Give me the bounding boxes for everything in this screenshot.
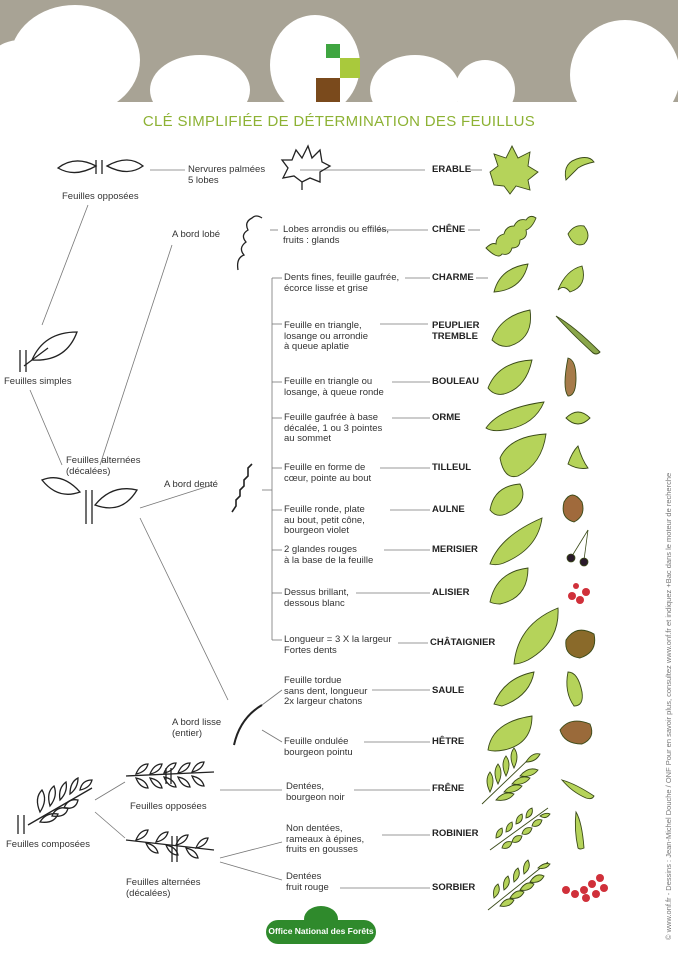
page-title: CLÉ SIMPLIFIÉE DE DÉTERMINATION DES FEUILLUS [142,113,536,130]
robinier-leaf-icon [490,808,550,850]
species-tilleul: TILLEUL [432,462,472,473]
merisier-leaf-icon [490,518,542,565]
alisier-berries-icon [568,583,590,604]
desc-charme: Dents fines, feuille gaufrée, écorce lisse et grise [284,272,400,294]
species-charme: CHARME [432,272,474,283]
desc-bouleau: Feuille en triangle ou losange, à queue ronde [284,376,384,398]
species-sorbier: SORBIER [432,882,476,893]
lobed-edge-icon [238,216,262,270]
label-a-bord-lisse: A bord lisse (entier) [172,717,222,739]
desc-alisier: Dessus brillant, dessous blanc [284,587,349,609]
chataignier-fruit-icon [566,630,595,658]
species-chene: CHÊNE [432,224,466,235]
aulne-cone-icon [563,495,583,522]
leaf-illustrations [482,146,600,910]
desc-erable: Nervures palmées 5 lobes [188,164,266,186]
bouleau-leaf-icon [488,360,532,394]
desc-robinier: Non dentées, rameaux à épines, fruits en gousses [286,823,365,855]
desc-chataignier: Longueur = 3 X la largeur Fortes dents [284,634,392,656]
onf-logo [266,906,376,946]
orme-leaf-icon [486,402,544,431]
alternate-leaves-icon [42,478,137,524]
berry-illustrations [562,530,608,902]
saule-leaf-icon [494,672,534,706]
species-chataignier: CHÂTAIGNIER [430,637,496,648]
hetre-fruit-icon [560,721,592,744]
erable-leaf-icon [490,146,538,194]
label-feuilles-opposees: Feuilles opposées [62,191,139,202]
desc-sorbier: Dentées fruit rouge [286,871,329,893]
peuplier-leaf-icon [492,310,531,346]
frene-fruit-icon [562,780,594,799]
compound-leaf-icon [18,778,92,834]
label-feuilles-alternees: Feuilles alternées (décalées) [66,455,141,477]
chene-acorn-icon [568,226,588,245]
hetre-leaf-icon [488,716,532,751]
species-orme: ORME [432,412,461,423]
charme-leaf-icon [494,264,528,292]
saule-catkin-icon [567,672,582,706]
tilleul-fruit-icon [568,446,588,469]
desc-aulne: Feuille ronde, plate au bout, petit cône, bourgeon violet [284,504,365,536]
charme-fruit-icon [558,266,584,292]
chene-leaf-icon [486,216,536,256]
species-peuplier: PEUPLIER TREMBLE [432,320,480,342]
desc-tilleul: Feuille en forme de cœur, pointe au bout [284,462,372,484]
species-hetre: HÊTRE [432,736,465,747]
logo-text: Office National des Forêts [268,926,374,936]
merisier-cherries-icon [567,530,588,566]
aulne-leaf-icon [490,484,523,515]
species-frene: FRÊNE [432,783,465,794]
species-aulne: AULNE [432,504,465,515]
tilleul-leaf-icon [500,434,546,477]
sorbier-berries-icon [562,874,608,902]
desc-frene: Dentées, bourgeon noir [286,781,345,803]
credit-sidebar [640,310,673,950]
maple-leaf-outline-icon [282,146,330,190]
smooth-edge-icon [234,705,262,745]
desc-hetre: Feuille ondulée bourgeon pointu [284,736,353,758]
opposite-leaves-icon [58,160,143,174]
species-erable: ERABLE [432,164,472,175]
species-merisier: MERISIER [432,544,478,555]
label-feuilles-simples: Feuilles simples [4,376,72,387]
credit-text: © www.onf.fr - Dessins : Jean-Michel Douche / ONF Pour en savoir plus, consultez www.onf.fr et indiquez +Bac dans le moteur de recherche [664,472,673,940]
label-a-bord-dente: A bord denté [164,479,218,490]
label-a-bord-lobe: A bord lobé [172,229,221,240]
orme-fruit-icon [566,412,590,424]
desc-chene: Lobes arrondis ou effilés, fruits : glands [283,224,389,246]
compound-alternate-icon [126,830,214,862]
frene-leaf-icon [482,748,540,804]
label-composees-opposees: Feuilles opposées [130,801,207,812]
compound-opposite-icon [126,762,214,788]
connector-lines [30,170,488,888]
peuplier-catkin-icon [556,316,600,354]
species-alisier: ALISIER [432,587,470,598]
species-bouleau: BOULEAU [432,376,479,387]
species-saule: SAULE [432,685,465,696]
desc-orme: Feuille gaufrée à base décalée, 1 ou 3 pointes au sommet [284,412,383,444]
chataignier-leaf-icon [514,608,558,664]
desc-saule: Feuille tordue sans dent, longueur 2x largeur chatons [284,675,368,707]
simple-leaf-icon [20,332,77,372]
alisier-leaf-icon [490,568,528,604]
desc-peuplier: Feuille en triangle, losange ou arrondie à queue aplatie [284,320,368,352]
bouleau-catkin-icon [565,358,576,396]
label-composees-alternees: Feuilles alternées (décalées) [126,877,201,899]
desc-merisier: 2 glandes rouges à la base de la feuille [284,544,374,566]
serrated-edge-icon [232,464,252,512]
robinier-pod-icon [575,812,584,849]
label-feuilles-composees: Feuilles composées [6,839,90,850]
erable-fruit-icon [565,158,594,181]
sorbier-leaf-icon [488,860,550,910]
species-robinier: ROBINIER [432,828,479,839]
